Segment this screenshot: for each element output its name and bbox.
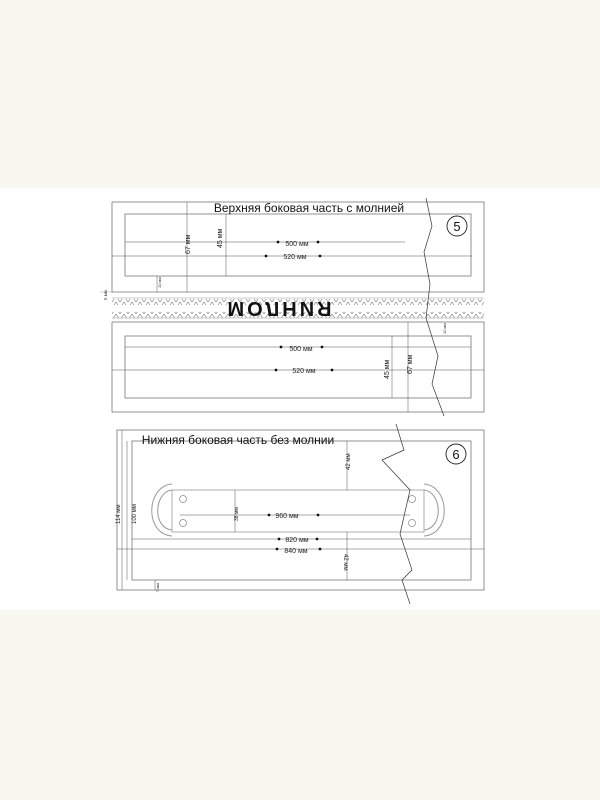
panel6-dim-42-bot: 42 мм [342, 554, 348, 571]
drawing-sheet [0, 188, 600, 610]
panel6-rivets [180, 496, 416, 527]
panel5-lower-dim-67: 67 мм [407, 354, 414, 374]
panel6-break-line [382, 424, 412, 604]
panel6-handle-strap [172, 490, 424, 532]
panel6-dim-38: 38 мм [234, 507, 240, 521]
zipper-dim-10: 10 мм [442, 322, 447, 334]
panel6-inner [132, 441, 471, 580]
panel5-upper-dim-520: 520 мм [283, 254, 307, 261]
panel6-dim-840: 840 мм [284, 548, 308, 555]
panel6 [117, 430, 484, 590]
dimension-arrows [265, 241, 334, 551]
panel5-upper-dim-45: 45 мм [217, 228, 224, 248]
panel5-upper-dim-67: 67 мм [185, 234, 192, 254]
panel5-title: Верхняя боковая часть с молнией [213, 201, 405, 215]
zipper-label: МОЛНИЯ [227, 297, 335, 319]
panel5-number: 5 [453, 219, 461, 234]
panel6-title: Нижняя боковая часть без молнии [141, 433, 335, 447]
panel5-upper-dim-500: 500 мм [285, 241, 309, 248]
panel5-lower-dim-520: 520 мм [292, 368, 316, 375]
panel6-dim-42-top: 42 мм [346, 453, 352, 470]
panel6-dim-7: 7 мм [155, 583, 160, 592]
panel6-dim-820: 820 мм [285, 537, 309, 544]
panel6-dim-100: 100 мм [132, 504, 138, 524]
svg-text:10 мм: 10 мм [157, 276, 162, 288]
panel6-number: 6 [452, 447, 460, 462]
panel5-lower-dim-500: 500 мм [289, 346, 313, 353]
panel6-handle-ends [152, 484, 445, 536]
panel5-lower-dim-45: 45 мм [384, 359, 391, 379]
panel6-number-badge [446, 444, 466, 464]
panel6-dim-960: 960 мм [275, 513, 299, 520]
panel5-lower [112, 322, 484, 412]
panel5-upper-dim-10 [157, 276, 162, 292]
panel5-number-badge [447, 216, 467, 236]
zipper-dim-5: 5 мм [103, 290, 108, 300]
panel5-lower-outer [112, 322, 484, 412]
panel5-break-line [424, 198, 444, 416]
panel6-dim-114: 114 мм [116, 504, 122, 524]
pattern-drawing [0, 188, 600, 610]
